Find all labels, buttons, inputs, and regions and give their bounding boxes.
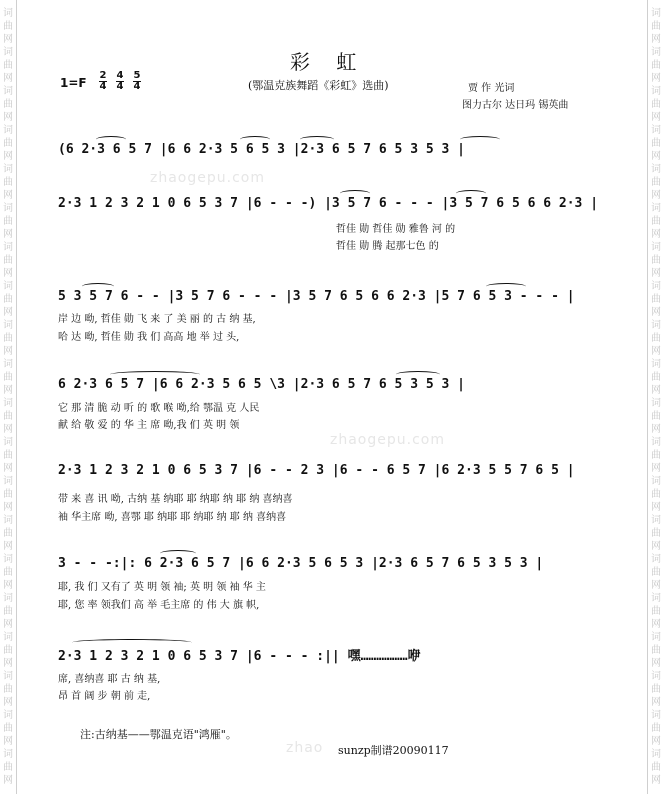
watermark-glyph: 曲 bbox=[651, 567, 661, 578]
watermark-glyph: 曲 bbox=[3, 333, 13, 344]
song-title: 彩 虹 bbox=[290, 50, 367, 74]
lyricist-credit: 贾 作 光词 bbox=[468, 83, 515, 94]
watermark-glyph: 网 bbox=[3, 463, 13, 474]
music-line-7: 2·3 1 2 3 2 1 0 6 5 3 7 |6 - - - :|| 嘿………………咿 bbox=[58, 649, 421, 664]
lyric-line: 它 那 清 脆 动 听 的 歌 喉 呦,给 鄂温 克 人民 bbox=[58, 403, 260, 414]
slur-mark bbox=[340, 190, 370, 197]
watermark-glyph: 曲 bbox=[3, 567, 13, 578]
composer-credit: 图力古尔 达日玛 锡英曲 bbox=[462, 100, 569, 111]
watermark-glyph: 词 bbox=[651, 398, 661, 409]
watermark-glyph: 词 bbox=[651, 515, 661, 526]
music-line-3: 5 3 5 7 6 - - |3 5 7 6 - - - |3 5 7 6 5 6 6 2·3 |5 7 6 5 3 - - - | bbox=[58, 289, 575, 304]
watermark-glyph: 词 bbox=[3, 554, 13, 565]
watermark-glyph: 词 bbox=[651, 437, 661, 448]
watermark-glyph: 曲 bbox=[3, 762, 13, 773]
watermark-glyph: 网 bbox=[651, 580, 661, 591]
slur-mark bbox=[160, 550, 196, 557]
watermark-glyph: 曲 bbox=[3, 489, 13, 500]
watermark-glyph: 词 bbox=[651, 632, 661, 643]
watermark-glyph: 曲 bbox=[3, 372, 13, 383]
watermark-glyph: 网 bbox=[651, 307, 661, 318]
watermark-text: zhao bbox=[286, 740, 324, 756]
watermark-glyph: 词 bbox=[651, 242, 661, 253]
watermark-glyph: 网 bbox=[651, 619, 661, 630]
music-line-4: 6 2·3 6 5 7 |6 6 2·3 5 6 5 \3 |2·3 6 5 7 6 5 3 5 3 | bbox=[58, 377, 465, 392]
watermark-glyph: 网 bbox=[651, 34, 661, 45]
watermark-glyph: 曲 bbox=[651, 450, 661, 461]
watermark-glyph: 曲 bbox=[3, 528, 13, 539]
watermark-glyph: 曲 bbox=[651, 645, 661, 656]
watermark-glyph: 词 bbox=[651, 593, 661, 604]
watermark-glyph: 词 bbox=[3, 359, 13, 370]
watermark-glyph: 词 bbox=[3, 47, 13, 58]
watermark-glyph: 词 bbox=[3, 671, 13, 682]
watermark-glyph: 词 bbox=[651, 749, 661, 760]
watermark-glyph: 网 bbox=[3, 541, 13, 552]
watermark-glyph: 词 bbox=[3, 242, 13, 253]
watermark-glyph: 词 bbox=[3, 710, 13, 721]
watermark-glyph: 曲 bbox=[3, 294, 13, 305]
watermark-glyph: 网 bbox=[651, 463, 661, 474]
watermark-glyph: 网 bbox=[3, 502, 13, 513]
watermark-glyph: 网 bbox=[651, 502, 661, 513]
transcriber-signature: sunzp制谱20090117 bbox=[338, 744, 449, 757]
slur-mark bbox=[460, 136, 500, 143]
lyric-line: 席, 喜纳喜 耶 古 纳 基, bbox=[58, 674, 161, 685]
watermark-glyph: 词 bbox=[651, 671, 661, 682]
watermark-glyph: 网 bbox=[3, 619, 13, 630]
watermark-glyph: 词 bbox=[3, 437, 13, 448]
watermark-glyph: 词 bbox=[3, 86, 13, 97]
lyric-line: 哈 达 呦, 哲佳 勋 我 们 高高 地 举 过 头, bbox=[58, 332, 240, 343]
slur-mark bbox=[240, 136, 270, 143]
watermark-glyph: 网 bbox=[3, 34, 13, 45]
watermark-glyph: 曲 bbox=[3, 138, 13, 149]
watermark-text: zhaogepu.com bbox=[150, 170, 265, 186]
watermark-glyph: 词 bbox=[651, 164, 661, 175]
watermark-glyph: 网 bbox=[3, 112, 13, 123]
lyric-line: 献 给 敬 爱 的 华 主 席 呦,我 们 英 明 领 bbox=[58, 420, 240, 431]
watermark-glyph: 网 bbox=[3, 775, 13, 786]
time-signature-2: 4 4 bbox=[116, 70, 124, 92]
music-line-1: (6 2·3 6 5 7 |6 6 2·3 5 6 5 3 |2·3 6 5 7 6 5 3 5 3 | bbox=[58, 142, 465, 157]
watermark-glyph: 曲 bbox=[3, 645, 13, 656]
watermark-glyph: 网 bbox=[3, 73, 13, 84]
lyric-line: 耶, 我 们 又有了 英 明 领 袖; 英 明 领 袖 华 主 bbox=[58, 582, 266, 593]
watermark-glyph: 词 bbox=[651, 359, 661, 370]
watermark-glyph: 曲 bbox=[651, 372, 661, 383]
music-line-5: 2·3 1 2 3 2 1 0 6 5 3 7 |6 - - 2 3 |6 - - 6 5 7 |6 2·3 5 5 7 6 5 | bbox=[58, 463, 575, 478]
music-line-6: 3 - - -:|: 6 2·3 6 5 7 |6 6 2·3 5 6 5 3 |2·3 6 5 7 6 5 3 5 3 | bbox=[58, 556, 544, 571]
watermark-glyph: 曲 bbox=[651, 684, 661, 695]
watermark-glyph: 曲 bbox=[3, 606, 13, 617]
watermark-glyph: 网 bbox=[651, 190, 661, 201]
watermark-glyph: 网 bbox=[651, 229, 661, 240]
watermark-glyph: 曲 bbox=[651, 138, 661, 149]
watermark-glyph: 网 bbox=[3, 307, 13, 318]
watermark-glyph: 词 bbox=[3, 8, 13, 19]
watermark-glyph: 曲 bbox=[651, 99, 661, 110]
watermark-glyph: 网 bbox=[3, 190, 13, 201]
watermark-glyph: 曲 bbox=[651, 411, 661, 422]
watermark-glyph: 曲 bbox=[3, 177, 13, 188]
watermark-glyph: 词 bbox=[3, 203, 13, 214]
slur-mark bbox=[82, 283, 114, 290]
watermark-glyph: 曲 bbox=[3, 21, 13, 32]
watermark-glyph: 网 bbox=[651, 697, 661, 708]
watermark-glyph: 网 bbox=[651, 346, 661, 357]
watermark-glyph: 词 bbox=[3, 476, 13, 487]
watermark-glyph: 词 bbox=[651, 203, 661, 214]
watermark-glyph: 词 bbox=[3, 749, 13, 760]
watermark-text: zhaogepu.com bbox=[330, 432, 445, 448]
watermark-glyph: 曲 bbox=[651, 762, 661, 773]
watermark-glyph: 曲 bbox=[3, 411, 13, 422]
watermark-glyph: 网 bbox=[3, 697, 13, 708]
watermark-glyph: 网 bbox=[651, 736, 661, 747]
key-signature: 1=F bbox=[60, 76, 87, 90]
watermark-glyph: 曲 bbox=[3, 255, 13, 266]
watermark-glyph: 曲 bbox=[3, 216, 13, 227]
music-line-2: 2·3 1 2 3 2 1 0 6 5 3 7 |6 - - -) |3 5 7 6 - - - |3 5 7 6 5 6 6 2·3 | bbox=[58, 196, 599, 211]
watermark-glyph: 曲 bbox=[3, 450, 13, 461]
watermark-glyph: 词 bbox=[3, 281, 13, 292]
watermark-glyph: 网 bbox=[3, 385, 13, 396]
watermark-glyph: 词 bbox=[3, 125, 13, 136]
lyric-line: 袖 华主席 呦, 喜鄂 耶 纳耶 耶 纳耶 纳 耶 纳 喜纳喜 bbox=[58, 512, 287, 523]
watermark-glyph: 网 bbox=[3, 268, 13, 279]
watermark-glyph: 词 bbox=[651, 8, 661, 19]
right-watermark-column bbox=[647, 0, 664, 794]
watermark-glyph: 词 bbox=[3, 398, 13, 409]
watermark-glyph: 词 bbox=[651, 320, 661, 331]
watermark-glyph: 曲 bbox=[651, 606, 661, 617]
left-watermark-column bbox=[0, 0, 17, 794]
watermark-glyph: 曲 bbox=[651, 255, 661, 266]
footnote: 注:古纳基——鄂温克语"鸿雁"。 bbox=[80, 728, 237, 741]
watermark-glyph: 词 bbox=[651, 554, 661, 565]
subtitle: (鄂温克族舞蹈《彩虹》选曲) bbox=[248, 79, 389, 92]
watermark-glyph: 网 bbox=[651, 424, 661, 435]
watermark-glyph: 网 bbox=[3, 658, 13, 669]
watermark-glyph: 词 bbox=[3, 164, 13, 175]
watermark-glyph: 曲 bbox=[3, 723, 13, 734]
slur-mark bbox=[300, 136, 334, 143]
watermark-glyph: 网 bbox=[3, 736, 13, 747]
watermark-glyph: 网 bbox=[651, 151, 661, 162]
watermark-glyph: 网 bbox=[3, 580, 13, 591]
watermark-glyph: 网 bbox=[651, 73, 661, 84]
watermark-glyph: 曲 bbox=[651, 528, 661, 539]
watermark-glyph: 词 bbox=[651, 86, 661, 97]
watermark-glyph: 曲 bbox=[651, 177, 661, 188]
watermark-glyph: 网 bbox=[651, 268, 661, 279]
watermark-glyph: 网 bbox=[3, 229, 13, 240]
watermark-glyph: 曲 bbox=[651, 723, 661, 734]
watermark-glyph: 词 bbox=[3, 320, 13, 331]
watermark-glyph: 网 bbox=[651, 385, 661, 396]
watermark-glyph: 词 bbox=[651, 710, 661, 721]
watermark-glyph: 曲 bbox=[651, 294, 661, 305]
slur-mark bbox=[110, 371, 200, 378]
watermark-glyph: 词 bbox=[3, 515, 13, 526]
watermark-glyph: 词 bbox=[651, 47, 661, 58]
lyric-line: 昂 首 阔 步 朝 前 走, bbox=[58, 691, 151, 702]
watermark-glyph: 网 bbox=[651, 658, 661, 669]
watermark-glyph: 词 bbox=[651, 125, 661, 136]
watermark-glyph: 曲 bbox=[651, 489, 661, 500]
watermark-glyph: 曲 bbox=[3, 99, 13, 110]
slur-mark bbox=[96, 136, 126, 143]
lyric-line: 耶, 您 率 领我们 高 举 毛主席 的 伟 大 旗 帜, bbox=[58, 600, 260, 611]
watermark-glyph: 词 bbox=[651, 281, 661, 292]
watermark-glyph: 曲 bbox=[651, 60, 661, 71]
time-signature-1: 2 4 bbox=[99, 70, 107, 92]
watermark-glyph: 词 bbox=[3, 593, 13, 604]
watermark-glyph: 网 bbox=[3, 151, 13, 162]
watermark-glyph: 曲 bbox=[651, 333, 661, 344]
lyric-line: 岸 边 呦, 哲佳 勋 飞 来 了 美 丽 的 古 纳 基, bbox=[58, 314, 256, 325]
watermark-glyph: 曲 bbox=[651, 216, 661, 227]
time-signature-3: 5 4 bbox=[133, 70, 141, 92]
watermark-glyph: 网 bbox=[651, 112, 661, 123]
watermark-glyph: 网 bbox=[651, 775, 661, 786]
watermark-glyph: 曲 bbox=[3, 684, 13, 695]
watermark-glyph: 网 bbox=[3, 424, 13, 435]
slur-mark bbox=[396, 371, 440, 378]
lyric-line: 哲佳 勋 哲佳 勋 雅鲁 河 的 bbox=[336, 224, 456, 235]
watermark-glyph: 曲 bbox=[651, 21, 661, 32]
watermark-glyph: 词 bbox=[3, 632, 13, 643]
watermark-glyph: 网 bbox=[3, 346, 13, 357]
slur-mark bbox=[486, 283, 526, 290]
slur-mark bbox=[72, 639, 192, 646]
watermark-glyph: 曲 bbox=[3, 60, 13, 71]
watermark-glyph: 词 bbox=[651, 476, 661, 487]
lyric-line: 哲佳 勋 腾 起那七色 的 bbox=[336, 241, 439, 252]
slur-mark bbox=[456, 190, 486, 197]
watermark-glyph: 网 bbox=[651, 541, 661, 552]
lyric-line: 带 来 喜 讯 呦, 古纳 基 纳耶 耶 纳耶 纳 耶 纳 喜纳喜 bbox=[58, 494, 293, 505]
